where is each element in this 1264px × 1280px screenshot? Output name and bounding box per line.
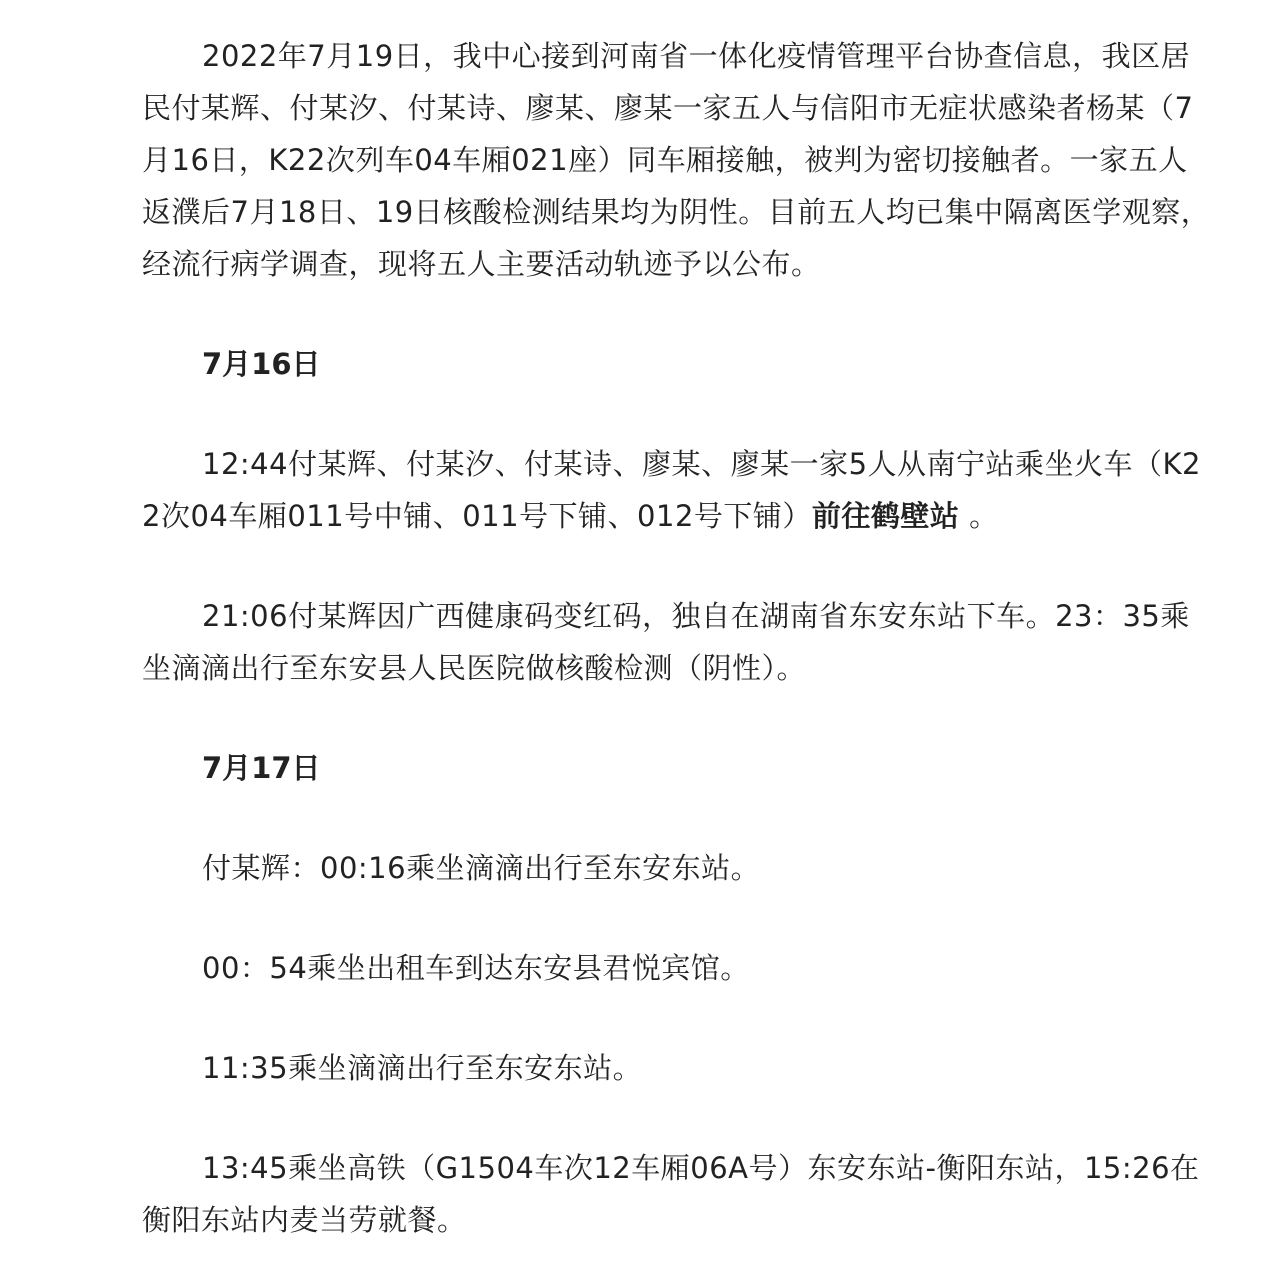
jul16-entry-2: 21:06付某辉因广西健康码变红码，独自在湖南省东安东站下车。23：35乘坐滴滴出行至东安县人民医院做核酸检测（阴性）。 xyxy=(142,599,1190,685)
jul17-entry-2: 00：54乘坐出租车到达东安县君悦宾馆。 xyxy=(202,951,750,985)
jul17-entry-1: 付某辉：00:16乘坐滴滴出行至东安东站。 xyxy=(202,851,761,885)
date-heading-jul17: 7月17日 xyxy=(202,751,321,785)
jul16-entry-1-text: 12:44付某辉、付某汐、付某诗、廖某、廖某一家5人从南宁站乘坐火车（K22次04车厢011号中铺、011号下铺、012号下铺） xyxy=(142,447,1201,533)
jul16-entry-1-end: 。 xyxy=(959,499,999,533)
jul17-entry-3: 11:35乘坐滴滴出行至东安东站。 xyxy=(202,1051,643,1085)
spacer xyxy=(142,1094,1212,1142)
spacer xyxy=(142,894,1212,942)
spacer xyxy=(142,390,1212,438)
spacer xyxy=(142,542,1212,590)
spacer xyxy=(142,794,1212,842)
spacer xyxy=(142,994,1212,1042)
spacer xyxy=(142,290,1212,338)
spacer xyxy=(142,694,1212,742)
jul16-entry-1 xyxy=(142,438,1212,542)
jul17-entry-4: 13:45乘坐高铁（G1504车次12车厢06A号）东安东站-衡阳东站，15:26在衡阳东站内麦当劳就餐。 xyxy=(142,1151,1200,1237)
jul16-entry-1-bold: 前往鹤壁站 xyxy=(811,499,960,533)
intro-paragraph: 2022年7月19日，我中心接到河南省一体化疫情管理平台协查信息，我区居民付某辉、付某汐、付某诗、廖某、廖某一家五人与信阳市无症状感染者杨某（7月16日，K22次列车04车厢021座）同车厢接触，被判为密切接触者。一家五人返濮后7月18日、19日核酸检测结果均为阴性。目前五人均已集中隔离医学观察，经流行病学调查，现将五人主要活动轨迹予以公布。 xyxy=(142,39,1211,281)
article-body xyxy=(142,30,1212,1246)
date-heading-jul16: 7月16日 xyxy=(202,347,321,381)
